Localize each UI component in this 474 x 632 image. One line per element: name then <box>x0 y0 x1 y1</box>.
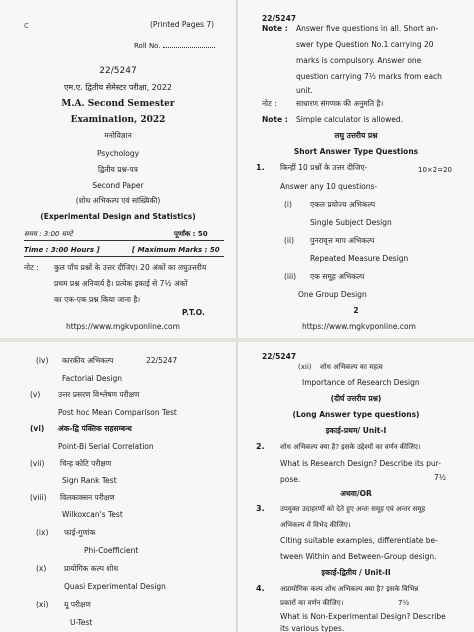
q4-marks: 7½ <box>398 599 410 607</box>
q2-hindi: शोध अभिकल्प क्या है? इसके उद्देश्यों का वर्णन कीजिए। <box>280 443 421 451</box>
title-line-1: M.A. Second Semester <box>61 99 175 109</box>
item-xi-num: (xi) <box>36 600 49 609</box>
website: https://www.mgkvponline.com <box>302 322 416 331</box>
q2-line-2: pose. <box>280 475 301 484</box>
pto: P.T.O. <box>182 308 205 317</box>
time: Time : 3:00 Hours ] <box>24 246 100 254</box>
item-i-num: (i) <box>284 200 292 209</box>
note-line-3: का एक-एक प्रश्न किया जाना है। <box>54 295 141 304</box>
q2-marks: 7½ <box>434 473 447 482</box>
hindi-time: समय : 3:00 घण्टे <box>24 230 73 238</box>
hindi-note: साधारण संगणक की अनुमति है। <box>296 99 384 108</box>
q4-line-1: What is Non-Experimental Design? Describe <box>280 612 446 621</box>
note-label: नोट : <box>24 263 39 272</box>
subject: Psychology <box>96 149 140 158</box>
item-vii-text: Sign Rank Test <box>62 476 117 485</box>
rule-1 <box>24 240 224 241</box>
item-iii-text: One Group Design <box>298 290 367 299</box>
item-i-hindi: एकल प्रयोज्य अभिकल्प <box>310 200 376 209</box>
printed-pages: (Printed Pages 7) <box>150 20 215 29</box>
item-ii-text: Repeated Measure Design <box>310 254 409 263</box>
q3-num: 3. <box>256 504 265 513</box>
paper-code: 22/5247 <box>262 14 297 23</box>
item-iv-num: (iv) <box>36 356 49 365</box>
note-line-1: Answer five questions in all. Short an- <box>296 24 439 33</box>
item-i-text: Single Subject Design <box>310 218 392 227</box>
note-label: Note : <box>262 24 288 33</box>
q4-line-2: its various types. <box>280 624 345 632</box>
note2: Simple calculator is allowed. <box>296 115 403 124</box>
item-x-hindi: प्रायोगिक कल्प शोध <box>64 564 119 573</box>
item-ix-hindi: फाई-गुणांक <box>64 528 96 537</box>
hindi-subject: मनोविज्ञान <box>104 131 132 140</box>
roll-no-label: Roll No. <box>134 42 161 50</box>
hindi-title: एम.ए. द्वितीय सेमेस्टर परीक्षा, 2022 <box>63 83 173 92</box>
q4-hindi-line-1: अप्रायोगिक कल्प शोध अभिकल्प क्या है? इसके विभिन्न <box>280 585 419 593</box>
q3-line-1: Citing suitable examples, differentiate be- <box>280 536 438 545</box>
note2-label: Note : <box>262 115 288 124</box>
q4-num: 4. <box>256 584 265 593</box>
note-line-4: question carrying 7½ marks from each <box>296 72 442 81</box>
hindi-section: लघु उत्तरीय प्रश्न <box>334 131 378 140</box>
hindi-section: (दीर्घ उत्तरीय प्रश्न) <box>330 394 382 403</box>
q2-num: 2. <box>256 442 265 451</box>
item-x-text: Quasi Experimental Design <box>64 582 166 591</box>
paper-code: 22/5247 <box>146 356 178 365</box>
note-line-3: marks is compulsory. Answer one <box>296 56 422 65</box>
item-iv-hindi: कारकीय अभिकल्प <box>62 356 114 365</box>
item-viii-text: Wilkoxcan's Test <box>62 510 123 519</box>
note-line-2: प्रथम प्रश्न अनिवार्य है। प्रत्येक इकाई से 7½ अंकों <box>54 279 188 288</box>
item-vi-num: (vi) <box>30 424 45 433</box>
q3-hindi-line-1: उपयुक्त उदाहरणों को देते हुए अन्तः समूह एवं अन्तर समूह <box>280 505 426 513</box>
hindi-paper-title: (शोध अभिकल्प एवं सांख्यिकी) <box>75 196 161 205</box>
q1-num: 1. <box>256 163 265 172</box>
paper-code: 22/5247 <box>262 352 297 361</box>
item-vii-hindi: चिन्ह कोटि परीक्षण <box>60 459 112 468</box>
q3-line-2: tween Within and Between-Group design. <box>280 552 437 561</box>
or-separator: अथवा/OR <box>340 489 372 498</box>
hindi-marks: पूर्णांक : 50 <box>174 230 208 238</box>
item-v-hindi: उत्तर प्रसरण विश्लेषण परीक्षण <box>58 390 140 399</box>
item-v-text: Post hoc Mean Comparison Test <box>58 408 177 417</box>
item-vi-text: Point-Bi Serial Correlation <box>58 442 154 451</box>
rule-2 <box>24 256 224 257</box>
item-xii-hindi: शोध अभिकल्प का महत्व <box>320 363 383 371</box>
section-heading: (Long Answer type questions) <box>292 410 420 419</box>
item-xi-hindi: यू परीक्षण <box>64 600 91 609</box>
hindi-paper: द्वितीय प्रश्न-पत्र <box>98 165 138 174</box>
roll-no <box>134 40 215 51</box>
item-xi-text: U-Test <box>70 618 93 627</box>
section-heading: Short Answer Type Questions <box>293 147 419 156</box>
item-ix-text: Phi-Coefficient <box>84 546 139 555</box>
title-line-2: Examination, 2022 <box>70 115 166 125</box>
item-xii-text: Importance of Research Design <box>302 378 420 387</box>
item-iii-hindi: एक समूह अभिकल्प <box>310 272 365 281</box>
note-line-2: swer type Question No.1 carrying 20 <box>296 40 434 49</box>
unit-1-heading: इकाई-प्रथम/ Unit-I <box>325 426 387 435</box>
item-xii-num: (xii) <box>298 363 312 371</box>
note-line-1: कुल पाँच प्रश्नों के उत्तर दीजिए। 20 अंकों का लघुउत्तरीय <box>54 263 207 272</box>
paper-title: (Experimental Design and Statistics) <box>40 212 196 221</box>
paper-number: Second Paper <box>92 181 144 190</box>
item-vi-hindi: अंक-द्वि पंक्तिक सहसम्बन्ध <box>58 424 132 433</box>
max-marks: [ Maximum Marks : 50 <box>132 246 220 254</box>
unit-2-heading: इकाई-द्वितीय / Unit-II <box>321 568 391 577</box>
item-iv-text: Factorial Design <box>62 374 122 383</box>
q3-hindi-line-2: अभिकल्प में विभेद कीजिए। <box>280 521 351 529</box>
hindi-note-label: नोट : <box>262 99 277 108</box>
page-three <box>0 342 236 632</box>
page-two <box>238 0 474 338</box>
item-ix-num: (ix) <box>36 528 49 537</box>
item-vii-num: (vii) <box>30 459 45 468</box>
note-line-5: unit. <box>296 86 313 95</box>
page-four <box>238 342 474 632</box>
q4-hindi-line-2: प्रकारों का वर्णन कीजिए। <box>280 599 344 607</box>
item-x-num: (x) <box>36 564 47 573</box>
page-number: 2 <box>353 306 359 315</box>
item-ii-num: (ii) <box>284 236 295 245</box>
item-viii-num: (viii) <box>30 493 47 502</box>
q1-hindi: किन्हीं 10 प्रश्नों के उत्तर दीजिए- <box>280 163 368 172</box>
roll-no-blank <box>163 40 215 48</box>
item-viii-hindi: विलकाक्सन परीक्षण <box>60 493 115 502</box>
q1-marks: 10×2=20 <box>418 166 452 174</box>
paper-code: 22/5247 <box>99 66 137 76</box>
item-v-num: (v) <box>30 390 41 399</box>
corner-mark: C <box>24 22 29 30</box>
item-ii-hindi: पुनरावृत्त माप अभिकल्प <box>310 236 375 245</box>
q2-line-1: What is Research Design? Describe its pur- <box>280 459 441 468</box>
q1-text: Answer any 10 questions- <box>280 182 378 191</box>
page-cover <box>0 0 236 338</box>
item-iii-num: (iii) <box>284 272 297 281</box>
website: https://www.mgkvponline.com <box>66 322 180 331</box>
